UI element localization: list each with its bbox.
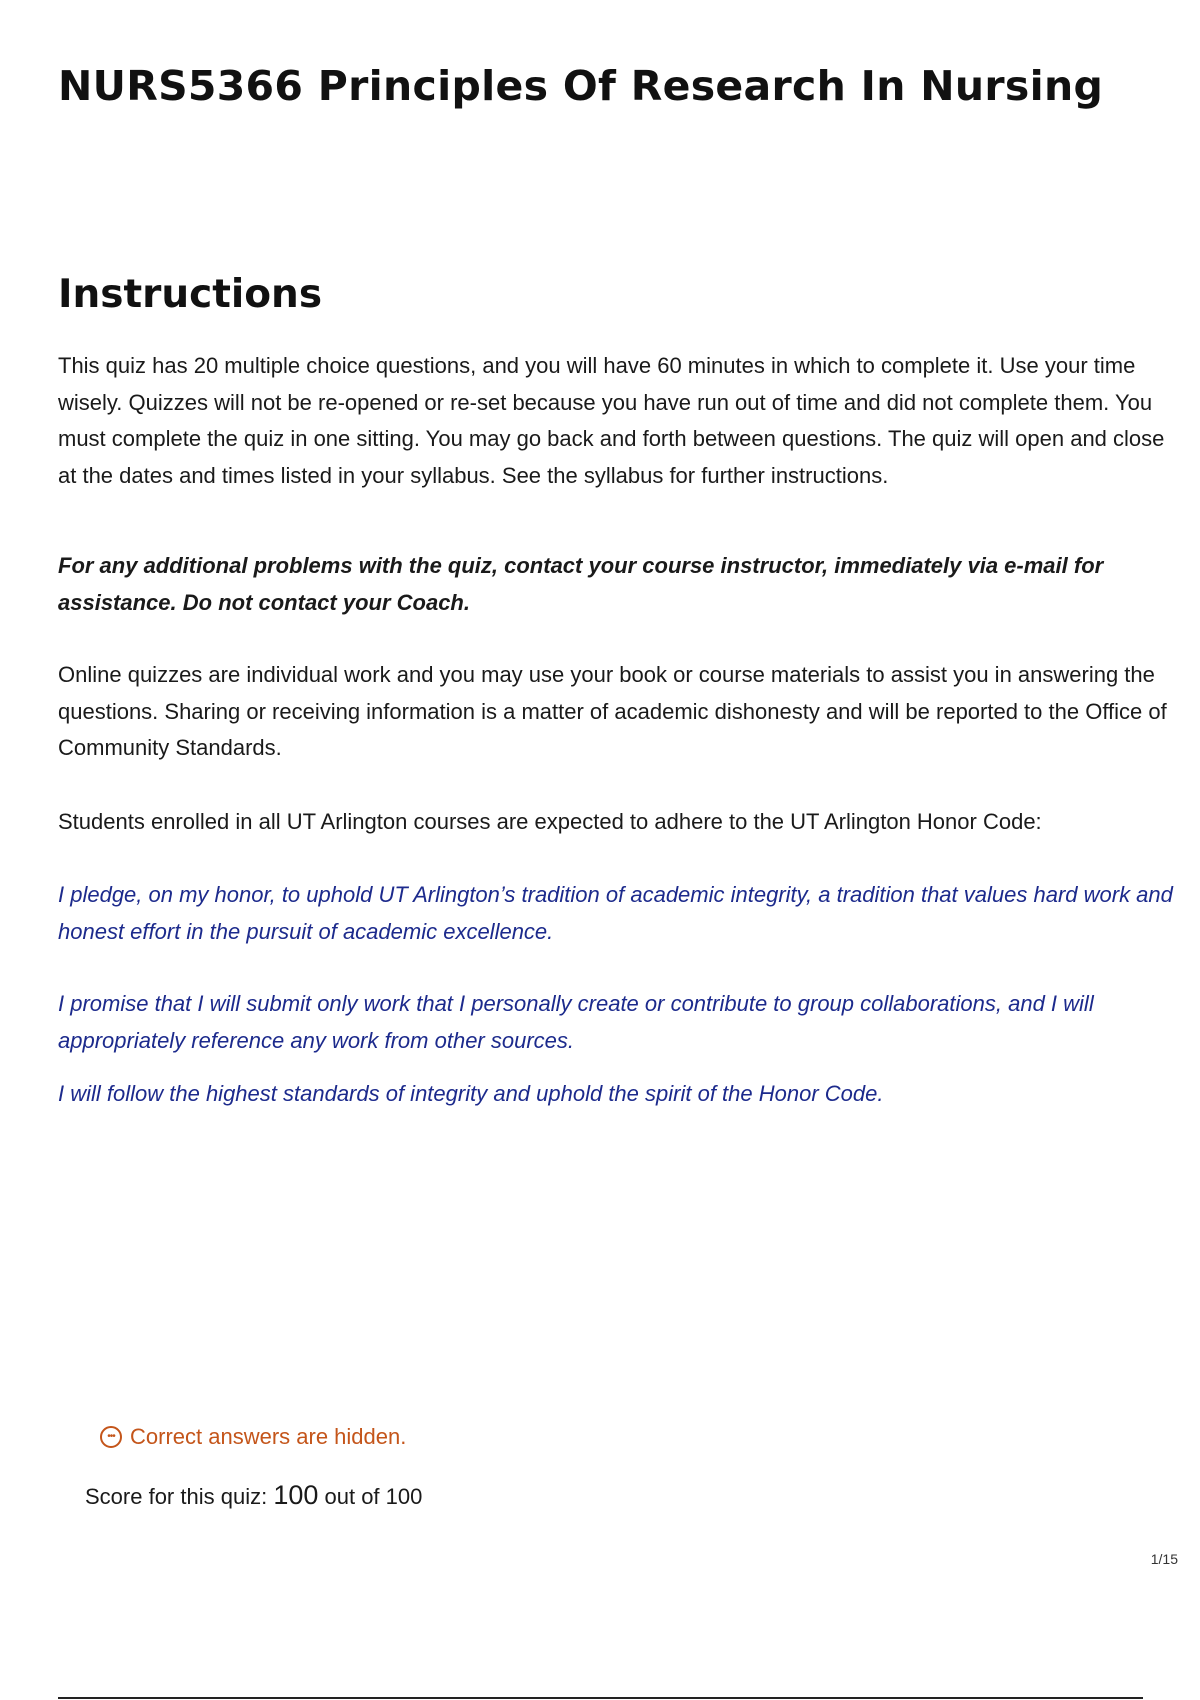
dots-circle-icon: ••• [100, 1426, 122, 1448]
course-title: NURS5366 Principles Of Research In Nursing [58, 62, 1104, 110]
honor-standards-line: I will follow the highest standards of integrity and uphold the spirit of the Honor Code. [58, 1081, 884, 1106]
honor-pledge-line: I pledge, on my honor, to uphold UT Arlington’s tradition of academic integrity, a tradition that values hard work and honest effort in the pursuit of academic excellence. [58, 882, 1173, 944]
score-label: Score for this quiz: [85, 1484, 268, 1509]
score-suffix: out of 100 [324, 1484, 423, 1509]
page-number: 1/15 [1150, 1551, 1178, 1567]
honor-code-intro: Students enrolled in all UT Arlington courses are expected to adhere to the UT Arlington Honor Code: [58, 809, 1042, 834]
score-value: 100 [273, 1480, 319, 1510]
bottom-divider [58, 1697, 1143, 1699]
instructions-paragraph: This quiz has 20 multiple choice questions, and you will have 60 minutes in which to complete it. Use your time wisely. Quizzes will not be re-opened or re-set because you have run out of time and did not complete them. You must complete the quiz in one sitting. You may go back and forth between questions. The quiz will open and close at the dates and times listed in your syllabus. See the syllabus for further instructions. [58, 353, 1165, 488]
academic-honesty-paragraph: Online quizzes are individual work and you may use your book or course materials to assist you in answering the questions. Sharing or receiving information is a matter of academic dishonesty and will be reported to the Office of Community Standards. [58, 662, 1167, 760]
answers-hidden-text: Correct answers are hidden. [130, 1424, 407, 1449]
answers-hidden-notice [100, 1424, 406, 1450]
contact-instructor-notice: For any additional problems with the quiz, contact your course instructor, immediately via e-mail for assistance. Do not contact your Coach. [58, 553, 1104, 615]
quiz-score [85, 1480, 422, 1511]
honor-promise-line: I promise that I will submit only work that I personally create or contribute to group collaborations, and I will appropriately reference any work from other sources. [58, 991, 1094, 1053]
instructions-heading: Instructions [58, 272, 323, 317]
